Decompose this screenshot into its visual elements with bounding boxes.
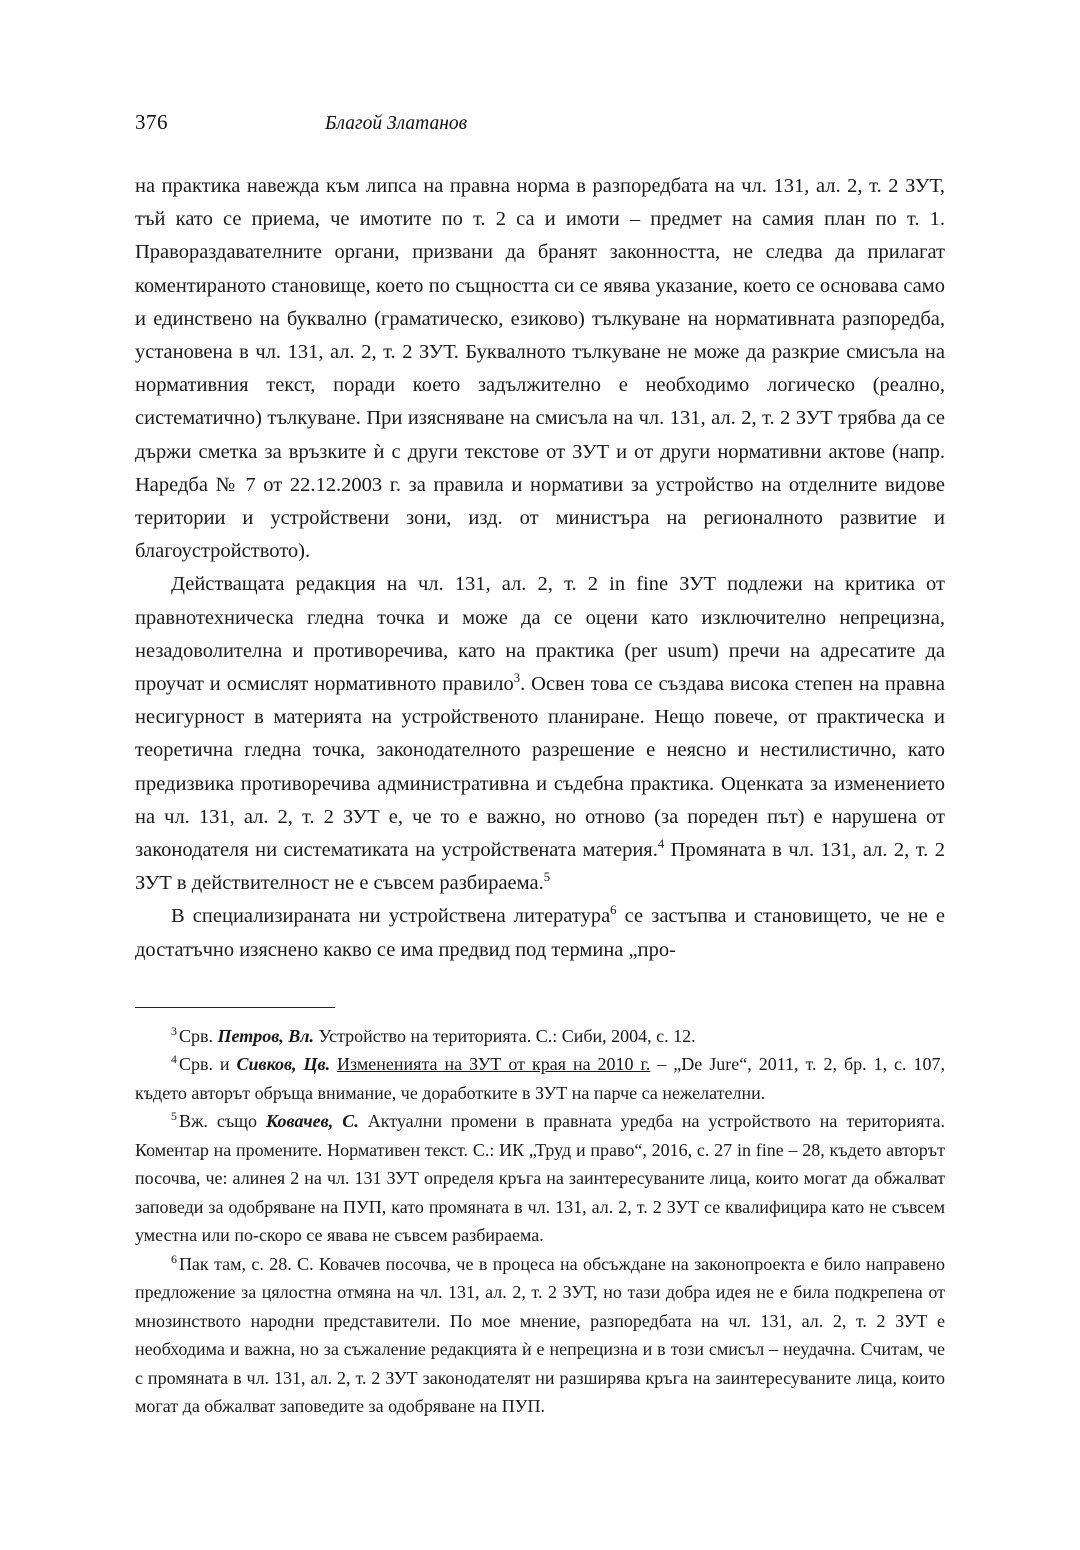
- footnote-ref-4[interactable]: 4: [657, 837, 665, 852]
- footnote-author: Сивков, Цв.: [236, 1054, 331, 1075]
- footnote-item: [135, 1050, 945, 1107]
- footnote-item: [135, 1022, 945, 1051]
- footnote-ref-3[interactable]: 3: [513, 671, 521, 686]
- footnote-separator: [135, 1007, 335, 1008]
- footnote-number: 6: [171, 1251, 177, 1266]
- footnote-text: Пак там, с. 28. С. Ковачев посочва, че в процеса на обсъждане на законопроекта е било направено предложение за цялостна отмяна на чл. 131, ал. 2, т. 2 ЗУТ, но тази добра идея не е била подкрепена от мнозинството народни представители. По мое мнение, разпоредбата на чл. 131, ал. 2, т. 2 ЗУТ е необходима и важна, но за съжаление редакцията ѝ е непрецизна и в този смисъл – неудачна. Считам, че с промяната в чл. 131, ал. 2, т. 2 ЗУТ законодателят ни разширява кръга на заинтересуваните лица, които могат да обжалват заповедите за одобряване на ПУП.: [135, 1253, 945, 1417]
- footnote-title: Измененията на ЗУТ от края на 2010 г.: [337, 1054, 651, 1075]
- body-text: [135, 170, 945, 967]
- footnote-lead: Вж. също: [178, 1111, 267, 1132]
- footnote-number: 3: [171, 1023, 177, 1038]
- paragraph-text: на практика навежда към липса на правна норма в разпоредбата на чл. 131, ал. 2, т. 2 ЗУТ, тъй като се приема, че имотите по т. 2 са и имоти – предмет на самия план по т. 1. Правораздавателните органи, призвани да бранят законността, не следва да прилагат коментираното становище, което по същността си се явява указание, което се основава само и единствено на буквално (граматическо, езиково) тълкуване на нормативната разпоредба, установена в чл. 131, ал. 2, т. 2 ЗУТ. Буквалното тълкуване не може да разкрие смисъла на нормативния текст, поради което задължително е необходимо логическо (реално, систематично) тълкуване. При изясняване на смисъла на чл. 131, ал. 2, т. 2 ЗУТ трябва да се държи сметка за връзките ѝ с други текстове от ЗУТ и от други нормативни актове (напр. Наредба № 7 от 22.12.2003 г. за правила и нормативи за устройство на отделните видове територии и устройствени зони, изд. от министъра на регионалното развитие и благоустройството).: [135, 175, 945, 563]
- footnote-number: 5: [171, 1109, 177, 1124]
- paragraph-2: [135, 568, 945, 900]
- page-number: 376: [135, 110, 168, 134]
- footnote-author: Петров, Вл.: [217, 1025, 314, 1046]
- footnote-text: Актуални промени в правната уредба на устройството на територията. Коментар на промените. Нормативен текст. С.: ИК „Труд и право“, 2016, с. 27 in fine – 28, където авторът посочва, че: алинея 2 на чл. 131 ЗУТ определя кръга на заинтересуваните лица, които могат да обжалват заповеди за одобряване на ПУП, като промяната в чл. 131, ал. 2, т. 2 ЗУТ се квалифицира като не съвсем уместна или по-скоро се явава не съвсем разбираема.: [135, 1111, 945, 1246]
- paragraph-text: Действащата редакция на чл. 131, ал. 2, т. 2 in fine ЗУТ подлежи на критика от правнотехническа гледна точка и може да се оцени като изключително непрецизна, незадоволителна и противоречива, като на практика (per usum) пречи на адресатите да проучат и осмислят нормативното правило: [135, 573, 945, 696]
- footnote-area: [135, 1007, 945, 1421]
- footnote-ref-6[interactable]: 6: [610, 903, 617, 918]
- footnote-text: – „De Jure“, 2011, т. 2, бр. 1, с. 107, където авторът обръща внимание, че доработките в ЗУТ на парче са нежелателни.: [135, 1054, 945, 1103]
- footnote-list: [135, 1022, 945, 1421]
- footnote-lead: Срв. и: [178, 1054, 237, 1075]
- paragraph-text: . Освен това се създава висока степен на правна несигурност в материята на устройственото планиране. Нещо повече, от практическа и теоретична гледна точка, законодателното разрешение е неясно и нестилистично, като предизвика противоречива административна и съдебна практика. Оценката за изменението на чл. 131, ал. 2, т. 2 ЗУТ е, че то е важно, но отново (за пореден път) е нарушена от законодателя ни систематиката на устройствената материя.: [135, 673, 945, 862]
- running-head-title: Благой Златанов: [325, 113, 468, 134]
- paragraph-text: В специализираната ни устройствена литература: [171, 905, 611, 928]
- footnote-text: Устройство на територията. С.: Сиби, 2004, с. 12.: [314, 1025, 696, 1046]
- footnote-author: Ковачев, С.: [266, 1111, 359, 1132]
- running-head: [135, 110, 945, 144]
- footnote-lead: Срв.: [178, 1025, 218, 1046]
- footnote-item: [135, 1107, 945, 1250]
- paragraph-text: се застъпва и становището, че не е достатъчно изяснено какво се има предвид под термина „про-: [135, 905, 945, 961]
- paragraph-continuation: [135, 170, 945, 568]
- footnote-ref-5[interactable]: 5: [543, 870, 551, 885]
- footnote-item: [135, 1250, 945, 1421]
- footnote-number: 4: [171, 1052, 177, 1067]
- paragraph-3: [135, 900, 945, 966]
- paragraph-text: Промяната в чл. 131, ал. 2, т. 2 ЗУТ в действителност не е съвсем разбираема.: [135, 839, 945, 895]
